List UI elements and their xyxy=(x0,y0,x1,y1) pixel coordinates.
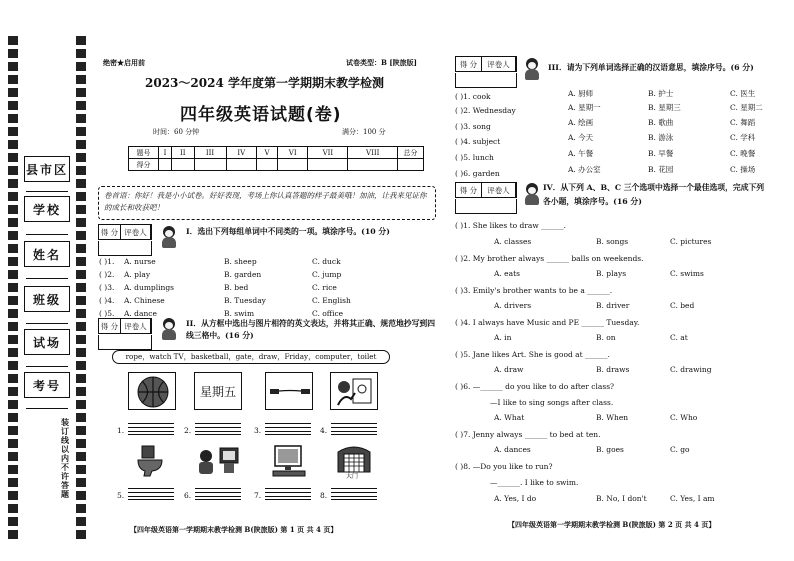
s4-q8-option-b[interactable]: B. No, I don't xyxy=(596,494,647,503)
s1-q5-number[interactable]: ( )5. xyxy=(99,309,115,318)
s4-q6-response: —I like to sing songs after class. xyxy=(490,398,614,407)
s4-q7-stem[interactable]: ( )7. Jenny always ______ to bed at ten. xyxy=(455,430,601,439)
score-table-cell: 得分 xyxy=(129,159,159,171)
section2-scorer-box xyxy=(98,318,152,334)
scorer-input-row[interactable] xyxy=(98,241,152,256)
score-table-cell: III xyxy=(194,147,226,159)
score-input-cell[interactable] xyxy=(257,159,278,171)
picture-basketball xyxy=(128,372,176,410)
section3-title: III．请为下列单词选择正确的汉语意思，填涂序号。(6 分) xyxy=(548,63,754,72)
s4-q2-option-a[interactable]: A. eats xyxy=(494,269,520,278)
s1-q3-number[interactable]: ( )3. xyxy=(99,283,115,292)
picture-watch-tv xyxy=(194,442,242,480)
word-bank-text: rope，watch TV，basketball，gate，draw，Friday，computer，toilet xyxy=(125,352,377,361)
section4-scorer-box xyxy=(455,182,517,198)
s3-q2-option-b[interactable]: B. 星期三 xyxy=(648,103,681,112)
binding-strip-left xyxy=(8,36,18,541)
exam-year-title: 2023～2024 学年度第一学期期末教学检测 xyxy=(145,76,384,90)
watching-tv-icon xyxy=(194,442,242,480)
scorer-input-row[interactable] xyxy=(98,335,152,350)
s1-q1-option-c[interactable]: C. duck xyxy=(312,257,341,266)
answer-number-1: 1. xyxy=(117,426,125,435)
answer-lines-1[interactable] xyxy=(128,423,174,434)
s3-q5-option-c[interactable]: C. 晚餐 xyxy=(730,149,756,158)
answer-lines-4[interactable] xyxy=(331,423,377,434)
friday-picture-text: 星期五 xyxy=(199,384,236,399)
scorer-score-label: 得 分 xyxy=(456,57,482,71)
greeting-text: 卷首语：你好！我是小小试卷。好好表现，考场上你认真答题的样子最美哦！加油，让我来见证你的成长和收获吧！ xyxy=(104,191,427,212)
picture-gate xyxy=(330,442,378,480)
s3-q3-option-a[interactable]: A. 绘画 xyxy=(568,118,594,127)
score-table-cell: VIII xyxy=(348,147,398,159)
s4-q8-option-a[interactable]: A. Yes, I do xyxy=(494,494,537,503)
score-input-cell[interactable] xyxy=(159,159,172,171)
s3-q4-option-c[interactable]: C. 学科 xyxy=(730,133,756,142)
s3-q5-option-b[interactable]: B. 早餐 xyxy=(648,149,674,158)
scorer-input-row[interactable] xyxy=(455,199,517,214)
s4-q8-response: —______. I like to swim. xyxy=(490,478,579,487)
s4-q1-option-b[interactable]: B. songs xyxy=(596,237,629,246)
s1-q5-option-a[interactable]: A. dance xyxy=(124,309,157,318)
s1-q1-option-b[interactable]: B. sheep xyxy=(224,257,257,266)
s4-q4-stem[interactable]: ( )4. I always have Music and PE ______ Tuesday. xyxy=(455,318,640,327)
score-table-cell: V xyxy=(257,147,278,159)
exam-time: 时间：60 分钟 xyxy=(153,128,200,136)
score-input-cell[interactable] xyxy=(277,159,307,171)
drawing-child-icon xyxy=(331,373,378,410)
s3-q6-option-b[interactable]: B. 花园 xyxy=(648,165,674,174)
word-bank-box xyxy=(112,350,390,364)
school-field-label: 学校 xyxy=(24,196,70,222)
s4-q1-option-c[interactable]: C. pictures xyxy=(670,237,712,246)
answer-lines-8[interactable] xyxy=(331,488,377,499)
s4-q1-stem[interactable]: ( )1. She likes to draw ______. xyxy=(455,221,567,230)
right-page-footer: 【四年级英语第一学期期末教学检测 B(陕旅版) 第 2 页 共 4 页】 xyxy=(508,520,716,529)
county-field-line[interactable] xyxy=(26,191,68,192)
binding-warning: 装订线以内不许答题 xyxy=(61,417,69,499)
s4-q7-option-c[interactable]: C. go xyxy=(670,445,690,454)
s4-q3-option-b[interactable]: B. driver xyxy=(596,301,630,310)
answer-lines-6[interactable] xyxy=(195,488,241,499)
s3-q2-word[interactable]: ( )2. Wednesday xyxy=(455,106,516,115)
s4-q2-option-b[interactable]: B. plays xyxy=(596,269,627,278)
s3-q4-word[interactable]: ( )4. subject xyxy=(455,137,501,146)
scorer-grader-label: 评卷人 xyxy=(482,183,516,197)
section3-scorer-box xyxy=(455,56,517,72)
picture-computer xyxy=(265,442,313,480)
name-field-label: 姓名 xyxy=(24,241,70,267)
section4-title-line2: 各小题，填涂序号。(16 分) xyxy=(543,197,642,206)
answer-number-7: 7. xyxy=(254,491,262,500)
left-page-footer: 【四年级英语第一学期期末教学检测 B(陕旅版) 第 1 页 共 4 页】 xyxy=(130,525,338,534)
s1-q5-option-c[interactable]: C. office xyxy=(312,309,344,318)
answer-number-6: 6. xyxy=(184,491,192,500)
s1-q3-option-c[interactable]: C. rice xyxy=(312,283,337,292)
s3-q6-option-c[interactable]: C. 操场 xyxy=(730,165,756,174)
s4-q3-option-c[interactable]: C. bed xyxy=(670,301,695,310)
s4-q7-option-a[interactable]: A. dances xyxy=(494,445,531,454)
s3-q5-word[interactable]: ( )5. lunch xyxy=(455,153,494,162)
score-table-header-row xyxy=(129,147,424,159)
s1-q5-option-b[interactable]: B. swim xyxy=(224,309,255,318)
s4-q5-option-c[interactable]: C. drawing xyxy=(670,365,712,374)
binding-strip-right xyxy=(76,36,86,541)
scorer-score-label: 得 分 xyxy=(456,183,482,197)
paper-type: 试卷类型：B [陕旅版] xyxy=(346,58,417,67)
student-avatar-icon xyxy=(523,183,541,205)
county-field-label: 县市区 xyxy=(24,156,70,182)
s4-q7-option-b[interactable]: B. goes xyxy=(596,445,624,454)
student-avatar-icon xyxy=(160,226,178,248)
score-table-cell: 题号 xyxy=(129,147,159,159)
s1-q4-option-a[interactable]: A. Chinese xyxy=(124,296,165,305)
s4-q8-stem[interactable]: ( )8. —Do you like to run? xyxy=(455,462,553,471)
s4-q5-option-b[interactable]: B. draws xyxy=(596,365,630,374)
s4-q5-stem[interactable]: ( )5. Jane likes Art. She is good at ______. xyxy=(455,350,610,359)
s1-q4-option-c[interactable]: C. English xyxy=(312,296,351,305)
s1-q1-number[interactable]: ( )1. xyxy=(99,257,115,266)
score-input-cell[interactable] xyxy=(226,159,256,171)
answer-lines-2[interactable] xyxy=(195,423,241,434)
answer-number-3: 3. xyxy=(254,426,262,435)
s3-q6-option-a[interactable]: A. 办公室 xyxy=(568,165,601,174)
basketball-icon xyxy=(129,373,176,410)
score-input-cell[interactable] xyxy=(348,159,398,171)
s3-q6-word[interactable]: ( )6. garden xyxy=(455,169,500,178)
s1-q2-number[interactable]: ( )2. xyxy=(99,270,115,279)
s4-q6-stem[interactable]: ( )6. —______ do you like to do after class? xyxy=(455,382,615,391)
name-field-line[interactable] xyxy=(26,278,68,279)
score-table-cell: 总分 xyxy=(398,147,424,159)
scorer-input-row[interactable] xyxy=(455,73,517,88)
exam-main-title: 四年级英语试题(卷) xyxy=(180,105,342,125)
computer-icon xyxy=(265,442,313,480)
answer-number-2: 2. xyxy=(184,426,192,435)
exam-number-field-line[interactable] xyxy=(26,408,68,409)
answer-lines-5[interactable] xyxy=(128,488,174,499)
scorer-score-label: 得 分 xyxy=(99,225,121,239)
s4-q5-option-a[interactable]: A. draw xyxy=(494,365,524,374)
score-table-score-row xyxy=(129,159,424,171)
picture-toilet xyxy=(128,442,176,480)
greeting-box xyxy=(98,186,436,220)
exam-number-field-label: 考号 xyxy=(24,372,70,398)
section4-title-line1: IV．从下列 A、B、C 三个选项中选择一个最佳选项，完成下列 xyxy=(543,183,765,192)
s4-q6-option-a[interactable]: A. What xyxy=(494,413,525,422)
score-table xyxy=(128,146,424,171)
s3-q2-option-c[interactable]: C. 星期二 xyxy=(730,103,763,112)
s4-q4-option-b[interactable]: B. on xyxy=(596,333,616,342)
exam-room-field-line[interactable] xyxy=(26,366,68,367)
score-input-cell[interactable] xyxy=(308,159,348,171)
picture-friday xyxy=(194,372,242,410)
s4-q2-stem[interactable]: ( )2. My brother always ______ balls on weekends. xyxy=(455,254,644,263)
s4-q8-option-c[interactable]: C. Yes, I am xyxy=(670,494,715,503)
score-table-cell: IV xyxy=(226,147,256,159)
scorer-grader-label: 评卷人 xyxy=(121,319,151,333)
answer-lines-3[interactable] xyxy=(265,423,311,434)
scorer-grader-label: 评卷人 xyxy=(121,225,151,239)
s4-q2-option-c[interactable]: C. swims xyxy=(670,269,704,278)
s4-q1-option-a[interactable]: A. classes xyxy=(494,237,532,246)
score-table-cell: II xyxy=(171,147,194,159)
score-input-cell[interactable] xyxy=(171,159,194,171)
s3-q5-option-a[interactable]: A. 午餐 xyxy=(568,149,594,158)
s1-q2-option-b[interactable]: B. garden xyxy=(224,270,262,279)
score-table-cell: I xyxy=(159,147,172,159)
s4-q4-option-c[interactable]: C. at xyxy=(670,333,688,342)
score-table-cell: VI xyxy=(277,147,307,159)
s4-q6-option-c[interactable]: C. Who xyxy=(670,413,698,422)
toilet-icon xyxy=(128,442,176,480)
s3-q1-option-a[interactable]: A. 厨师 xyxy=(568,89,594,98)
picture-draw xyxy=(330,372,378,410)
s4-q3-option-a[interactable]: A. drivers xyxy=(494,301,532,310)
s4-q3-stem[interactable]: ( )3. Emily's brother wants to be a ______. xyxy=(455,286,613,295)
s1-q3-option-b[interactable]: B. bed xyxy=(224,283,249,292)
s1-q2-option-c[interactable]: C. jump xyxy=(312,270,342,279)
confidential-mark: 绝密★启用前 xyxy=(103,58,145,67)
s1-q4-number[interactable]: ( )4. xyxy=(99,296,115,305)
s1-q4-option-b[interactable]: B. Tuesday xyxy=(224,296,266,305)
school-field-line[interactable] xyxy=(26,234,68,235)
score-input-cell[interactable] xyxy=(194,159,226,171)
s4-q4-option-a[interactable]: A. in xyxy=(494,333,512,342)
score-input-cell[interactable] xyxy=(398,159,424,171)
student-avatar-icon xyxy=(523,58,541,80)
s1-q1-option-a[interactable]: A. nurse xyxy=(124,257,156,266)
s4-q6-option-b[interactable]: B. When xyxy=(596,413,629,422)
class-field-label: 班级 xyxy=(24,286,70,312)
s1-q3-option-a[interactable]: A. dumplings xyxy=(124,283,175,292)
answer-lines-7[interactable] xyxy=(265,488,311,499)
student-avatar-icon xyxy=(160,318,178,340)
s3-q3-word[interactable]: ( )3. song xyxy=(455,122,491,131)
s3-q1-option-b[interactable]: B. 护士 xyxy=(648,89,674,98)
scorer-score-label: 得 分 xyxy=(99,319,121,333)
s3-q3-option-c[interactable]: C. 舞蹈 xyxy=(730,118,756,127)
section2-title: II．从方框中选出与图片相符的英文表达，并将其正确、规范地抄写到四线三格中。(16 分) xyxy=(186,319,435,340)
section1-title: I．选出下列每组单词中不同类的一项。填涂序号。(10 分) xyxy=(186,227,390,236)
s3-q4-option-b[interactable]: B. 游泳 xyxy=(648,133,674,142)
answer-number-8: 8. xyxy=(320,491,328,500)
rope-icon xyxy=(266,373,313,410)
s1-q2-option-a[interactable]: A. play xyxy=(124,270,151,279)
section1-scorer-box xyxy=(98,224,152,240)
class-field-line[interactable] xyxy=(26,323,68,324)
s3-q1-word[interactable]: ( )1. cook xyxy=(455,92,491,101)
binding-margin xyxy=(8,36,86,541)
exam-full-score: 满分：100 分 xyxy=(342,128,386,136)
s3-q4-option-a[interactable]: A. 今天 xyxy=(568,133,594,142)
score-table-cell: VII xyxy=(308,147,348,159)
answer-number-5: 5. xyxy=(117,491,125,500)
exam-room-field-label: 试场 xyxy=(24,329,70,355)
gate-picture-text: 大门 xyxy=(346,473,359,480)
picture-rope xyxy=(265,372,313,410)
answer-number-4: 4. xyxy=(320,426,328,435)
s3-q1-option-c[interactable]: C. 医生 xyxy=(730,89,756,98)
scorer-grader-label: 评卷人 xyxy=(482,57,516,71)
s3-q2-option-a[interactable]: A. 星期一 xyxy=(568,103,601,112)
s3-q3-option-b[interactable]: B. 歌曲 xyxy=(648,118,674,127)
